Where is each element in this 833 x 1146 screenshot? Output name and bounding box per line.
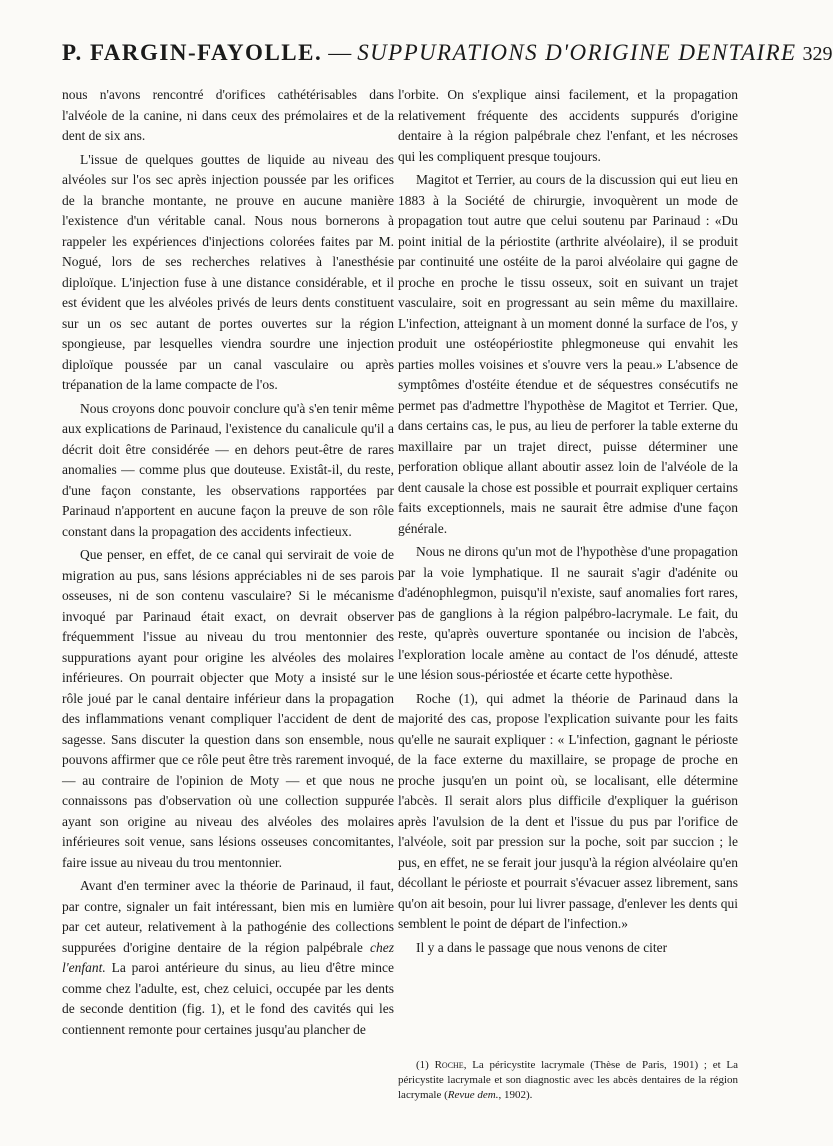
- paragraph: [62, 876, 394, 1040]
- footnote-author: Roche,: [434, 1059, 467, 1071]
- paragraph: Nous ne dirons qu'un mot de l'hypothèse d'une propagation par la voie lymphatique. Il ne saurait s'agir d'adénite ou d'adénophlegmon, puisqu'il n'existe, sauf anomalies fort rares, pas de ganglions à la région palpébro-lacrymale. Le fait, du reste, qu'après ouverture spontanée ou incision de l'abcès, l'exploration locale amène au contact de l'os dénudé, atteste une lésion sous-périostée et écarte cette hypothèse.: [398, 544, 738, 682]
- paragraph-text: La paroi antérieure du sinus, au lieu d'être mince comme chez l'adulte, est, chez celuici, occupée par les dents de seconde dentition (fig. 1), et le fond des cavités qui les contiennent remonte pour certaines jusqu'au plancher de: [62, 960, 394, 1037]
- footnote-body-end: , 1902).: [498, 1089, 533, 1101]
- header-separator: —: [328, 40, 352, 65]
- right-column: [398, 85, 738, 958]
- footnote-text: [398, 1058, 738, 1103]
- header-title: SUPPURATIONS D'ORIGINE DENTAIRE: [357, 40, 797, 65]
- running-header: [62, 40, 833, 80]
- paragraph: Magitot et Terrier, au cours de la discussion qui eut lieu en 1883 à la Société de chirurgie, invoquèrent un mode de propagation tout autre que celui soutenu par Parinaud : «Du point initial de la périostite (arthrite alvéolaire), il se produit par continuité une ostéite de la paroi alvéolaire qui gagne de proche en proche le tissu osseux, soit en suivant un trajet vasculaire, soit en progressant au sein même du maxillaire. L'infection, atteignant à un moment donné la surface de l'os, y produit une ostéopériostite phlegmoneuse qui envahit les parties molles voisines et s'ouvre vers la peau.» L'absence de symptômes d'ostéite étendue et de séquestres consécutifs ne permet pas d'admettre l'hypothèse de Magitot et Terrier. Que, dans certains cas, le pus, au lieu de perforer la table externe du maxillaire par un trajet direct, puisse déterminer une perforation oblique allant aboutir assez loin de l'alvéole de la dent causale la chose est possible et pourrait expliquer certains faits exceptionnels, mais ne saurait être admise d'une façon générale.: [398, 172, 738, 536]
- emphasis-text: chez l'enfant.: [62, 939, 394, 975]
- page-number: 329: [802, 43, 833, 65]
- paragraph: l'orbite. On s'explique ainsi facilement, et la propagation relativement fréquente des accidents suppurés d'origine dentaire à la région palpébrale chez l'enfant, et les nécroses qui les compliquent presque toujours.: [398, 87, 738, 164]
- footnote-marker: (1): [416, 1059, 429, 1071]
- paragraph: Nous croyons donc pouvoir conclure qu'à s'en tenir même aux explications de Parinaud, l'existence du canalicule qu'il a décrit doit être considérée — en dehors peut-être de rares anomalies — comme plus que douteuse. Existât-il, du reste, d'une façon constante, les observations rapportées par Parinaud n'apportent en aucune façon la preuve de son rôle constant dans la propagation des accidents infectieux.: [62, 400, 394, 539]
- header-author: P. FARGIN-FAYOLLE.: [62, 40, 323, 65]
- footnote: [398, 1058, 738, 1103]
- paragraph: L'issue de quelques gouttes de liquide au niveau des alvéoles sur l'os sec après injection poussée par les orifices de la branche montante, ne prouve en aucune manière l'existence d'un véritable canal. Nous nous bornerons à rappeler les expériences d'injections colorées faites par M. Nogué, lors de ses recherches relatives à l'anesthésie diploïque. L'injection fuse à une distance considérable, et il est évident que les alvéoles privés de leurs dents constituent sur un os sec autant de portes ouvertes sur la région spongieuse, par lesquelles viendra sourdre une injection diploïque poussée par un canal vasculaire ou après trépanation de la lame compacte de l'os.: [62, 151, 394, 392]
- paragraph-text: Avant d'en terminer avec la théorie de Parinaud, il faut, par contre, signaler un fait intéressant, bien mis en lumière par cet auteur, relativement à la pathogénie des collections suppurées d'origine dentaire de la région palpébrale: [62, 878, 394, 955]
- paragraph: Il y a dans le passage que nous venons de citer: [416, 939, 668, 955]
- header-left: [62, 40, 797, 66]
- left-column: [62, 85, 394, 1040]
- paragraph: Que penser, en effet, de ce canal qui servirait de voie de migration au pus, sans lésions appréciables ni de ses parois osseuses, ni de son contenu vasculaire? Si le mécanisme invoqué par Parinaud était exact, on devrait observer fréquemment l'issue au niveau du trou mentonnier des suppurations ayant pour origine les alvéoles des molaires inférieures. On pourrait objecter que Moty a insisté sur le rôle joué par le canal dentaire inférieur dans la propagation des inflammations venant compliquer l'accident de dent de sagesse. Sans discuter la question dans son ensemble, nous pouvons affirmer que ce rôle peut être très rarement invoqué, — au contraire de l'opinion de Moty — et que nous ne connaissons pas d'observation où une collection suppurée ayant son origine au niveau des alvéoles des molaires inférieures soit venue, sans lésions osseuses concomitantes, faire issue au niveau du trou mentonnier.: [62, 547, 394, 870]
- footnote-journal: Revue dem.: [447, 1089, 499, 1101]
- footnote-body: La péricystite lacrymale (Thèse de Paris, 1901) ; et La péricystite lacrymale et son diagnostic avec les abcès dentaires de la région lacrymale (: [398, 1059, 738, 1101]
- paragraph: nous n'avons rencontré d'orifices cathétérisables dans l'alvéole de la canine, ni dans ceux des prémolaires et de la dent de six ans.: [62, 87, 394, 143]
- paragraph: Roche (1), qui admet la théorie de Parinaud dans la majorité des cas, propose l'explication suivante pour les faits qu'elle ne saurait expliquer : « L'infection, gagnant le périoste de la face externe du maxillaire, se propage de proche en proche jusqu'en un point où, se localisant, elle détermine l'abcès. Il serait alors plus difficile d'expliquer la guérison après l'avulsion de la dent et l'issue du pus par l'orifice de l'alvéole, soit par pression sur la poche, soit par succion ; le pus, en effet, ne se ferait jour jusqu'à la région alvéolaire qu'en décollant le périoste et pourrait s'évacuer assez librement, sans qu'on ait besoin, pour lui livrer passage, d'enlever les dents qui semblent le point de départ de l'infection.»: [398, 690, 738, 931]
